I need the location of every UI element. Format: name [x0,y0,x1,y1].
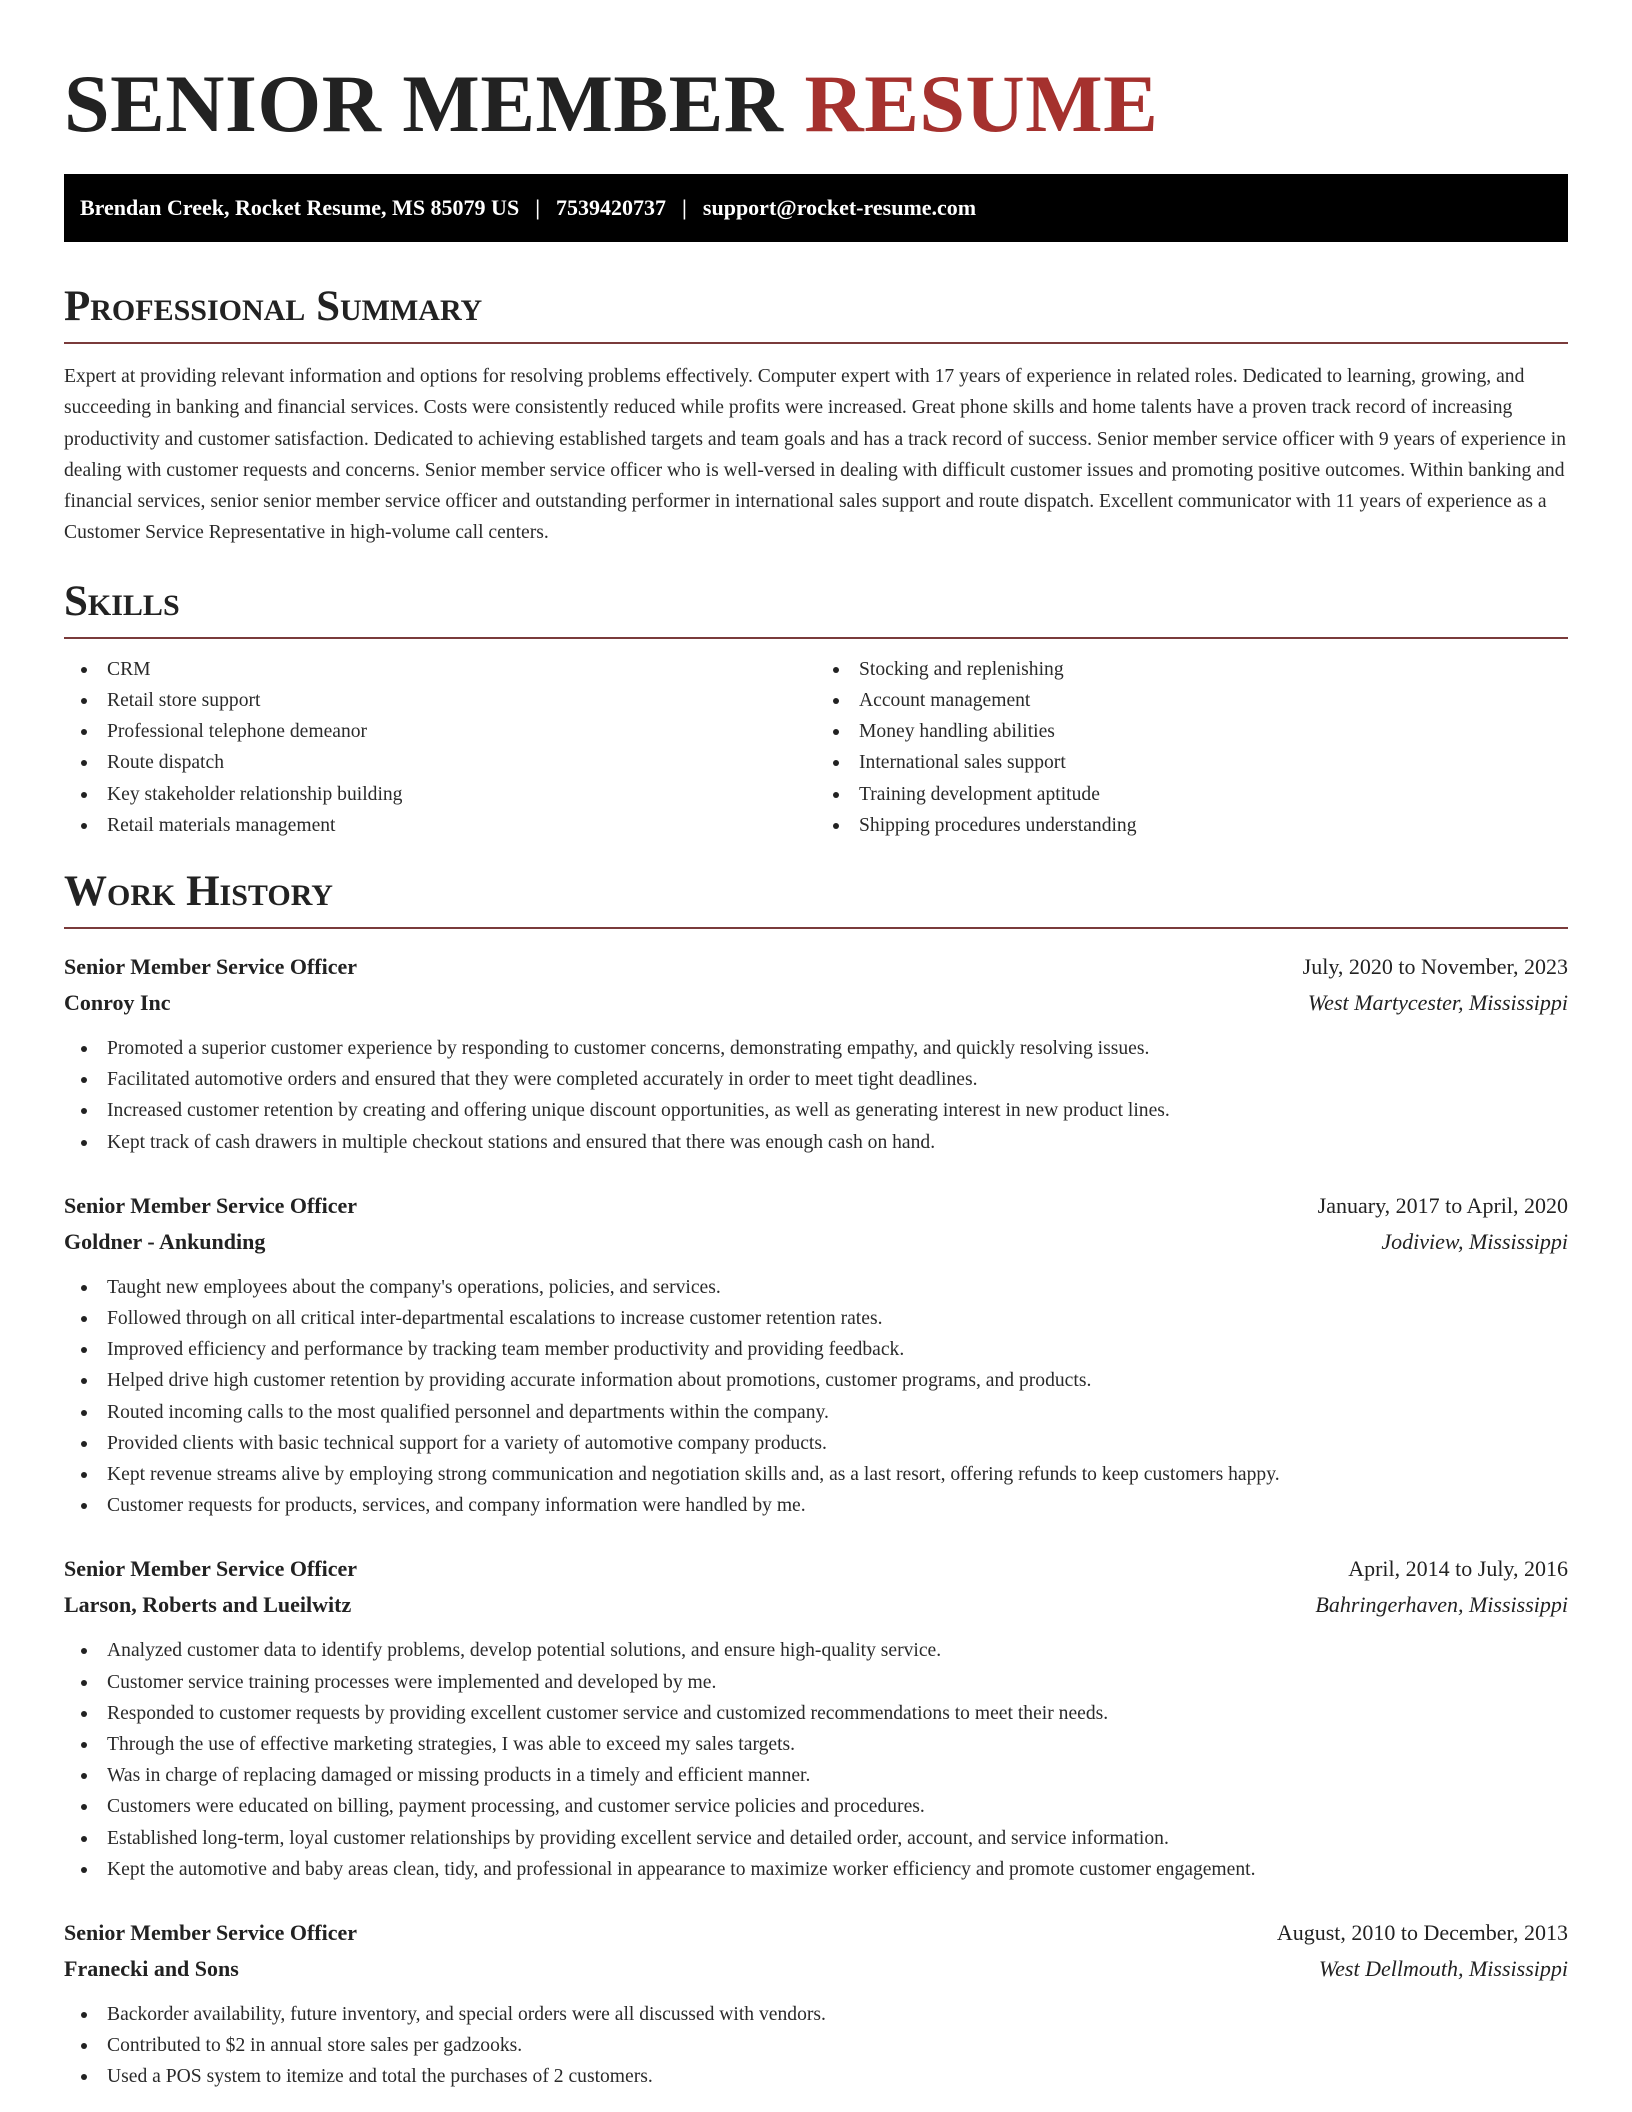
skill-item: Route dispatch [107,747,816,778]
job-bullet: Customer requests for products, services, and company information were handled by me. [107,1490,1568,1521]
job-bullet: Used a POS system to itemize and total the purchases of 2 customers. [107,2061,1568,2092]
skill-item: Stocking and replenishing [859,654,1568,685]
job-company: Conroy Inc [64,990,171,1015]
job-bullet: Was in charge of replacing damaged or missing products in a timely and efficient manner. [107,1760,1568,1791]
job-bullet: Backorder availability, future inventory, and special orders were all discussed with vendors. [107,1999,1568,2030]
contact-phone: 7539420737 [556,195,667,220]
job-bullet: Through the use of effective marketing strategies, I was able to exceed my sales targets. [107,1729,1568,1760]
job-bullet: Routed incoming calls to the most qualified personnel and departments within the company. [107,1397,1568,1428]
job-bullet: Provided clients with basic technical support for a variety of automotive company products. [107,1428,1568,1459]
job-entry [64,949,1568,1158]
contact-email: support@rocket-resume.com [702,195,977,220]
title-main: SENIOR MEMBER [64,58,784,149]
job-bullet: Kept track of cash drawers in multiple checkout stations and ensured that there was enough cash on hand. [107,1127,1568,1158]
skill-item: Training development aptitude [859,779,1568,810]
job-bullet: Facilitated automotive orders and ensured that they were completed accurately in order to meet tight deadlines. [107,1064,1568,1095]
job-bullet: Improved efficiency and performance by tracking team member productivity and providing feedback. [107,1334,1568,1365]
skills-heading: Skills [64,577,1568,639]
job-bullets [64,1272,1568,1522]
job-bullet: Analyzed customer data to identify problems, develop potential solutions, and ensure high-quality service. [107,1635,1568,1666]
skills-list-right [816,654,1568,841]
job-dates: April, 2014 to July, 2016 [1348,1556,1568,1582]
skill-item: Account management [859,685,1568,716]
skill-item: International sales support [859,747,1568,778]
job-company: Larson, Roberts and Lueilwitz [64,1592,352,1618]
job-bullets [64,1635,1568,1885]
job-dates: July, 2020 to November, 2023 [1302,954,1568,979]
job-bullet: Responded to customer requests by providing excellent customer service and customized recommendations to meet their needs. [107,1698,1568,1729]
job-title: Senior Member Service Officer [64,954,358,979]
job-bullet: Kept the automotive and baby areas clean, tidy, and professional in appearance to maximize worker efficiency and promote customer engagement. [107,1854,1568,1885]
job-company-row [64,1587,1568,1623]
job-title: Senior Member Service Officer [64,1192,358,1218]
job-bullet: Customer service training processes were implemented and developed by me. [107,1667,1568,1698]
job-bullet: Followed through on all critical inter-departmental escalations to increase customer retention rates. [107,1303,1568,1334]
job-header-row [64,1188,1568,1224]
skill-item: Key stakeholder relationship building [107,779,816,810]
job-bullet: Established long-term, loyal customer relationships by providing excellent service and detailed order, account, and service information. [107,1823,1568,1854]
job-bullet: Helped drive high customer retention by providing accurate information about promotions, customer programs, and products. [107,1365,1568,1396]
skill-item: Shipping procedures understanding [859,810,1568,841]
job-bullets [64,1033,1568,1158]
skill-item: Money handling abilities [859,716,1568,747]
contact-bar [64,174,1568,242]
contact-separator: | [535,195,541,220]
job-location: Bahringerhaven, Mississippi [1315,1592,1568,1618]
job-header-row [64,1551,1568,1587]
job-bullets [64,1999,1568,2093]
contact-separator: | [682,195,687,220]
skill-item: CRM [107,654,816,685]
resume-page [64,0,1568,2093]
resume-title [64,0,1568,150]
summary-text: Expert at providing relevant information and options for resolving problems effectively. Computer expert with 17 years of experience in related roles. Dedicated to learning, growing, and succeeding in banking and financial services. Costs were consistently reduced while profits were increased. Great phone skills and home talents have a proven track record of increasing productivity and customer satisfaction. Dedicated to achieving established targets and team goals and has a track record of success. Senior member service officer with 9 years of experience in dealing with customer requests and concerns. Senior member service officer who is well-versed in dealing with difficult customer issues and promoting positive outcomes. Within banking and financial services, senior senior member service officer and outstanding performer in international sales support and route dispatch. Excellent communicator with 11 years of experience as a Customer Service Representative in high-volume call centers. [64,366,1567,544]
skill-item: Retail materials management [107,810,816,841]
job-bullet: Taught new employees about the company's operations, policies, and services. [107,1272,1568,1303]
job-bullet: Contributed to $2 in annual store sales per gadzooks. [107,2030,1568,2061]
job-company-row [64,1951,1568,1987]
skill-item: Retail store support [107,685,816,716]
job-company: Goldner - Ankunding [64,1228,266,1254]
job-bullet: Customers were educated on billing, payment processing, and customer service policies and procedures. [107,1791,1568,1822]
job-company-row [64,1224,1568,1260]
job-entry [64,1551,1568,1885]
job-entry [64,1188,1568,1522]
skills-list-left [64,654,816,841]
title-accent: RESUME [804,58,1159,149]
job-dates: August, 2010 to December, 2013 [1276,1920,1568,1946]
job-entry [64,1915,1568,2093]
job-location: West Dellmouth, Mississippi [1318,1956,1568,1982]
skill-item: Professional telephone demeanor [107,716,816,747]
job-bullet: Kept revenue streams alive by employing strong communication and negotiation skills and, as a last resort, offering refunds to keep customers happy. [107,1459,1568,1490]
job-dates: January, 2017 to April, 2020 [1317,1192,1568,1218]
job-header-row [64,949,1568,985]
job-title: Senior Member Service Officer [64,1556,358,1582]
job-location: Jodiview, Mississippi [1381,1228,1568,1254]
job-company-row [64,985,1568,1021]
summary-heading: Professional Summary [64,282,1568,344]
job-location: West Martycester, Mississippi [1307,990,1568,1015]
contact-address: Brendan Creek, Rocket Resume, MS 85079 US [80,195,520,220]
work-history-heading: Work History [64,867,1568,929]
job-header-row [64,1915,1568,1951]
job-company: Franecki and Sons [64,1956,239,1982]
job-title: Senior Member Service Officer [64,1920,358,1946]
skills-grid [64,654,1568,841]
job-bullet: Increased customer retention by creating and offering unique discount opportunities, as well as generating interest in new product lines. [107,1095,1568,1126]
job-bullet: Promoted a superior customer experience by responding to customer concerns, demonstrating empathy, and quickly resolving issues. [107,1033,1568,1064]
